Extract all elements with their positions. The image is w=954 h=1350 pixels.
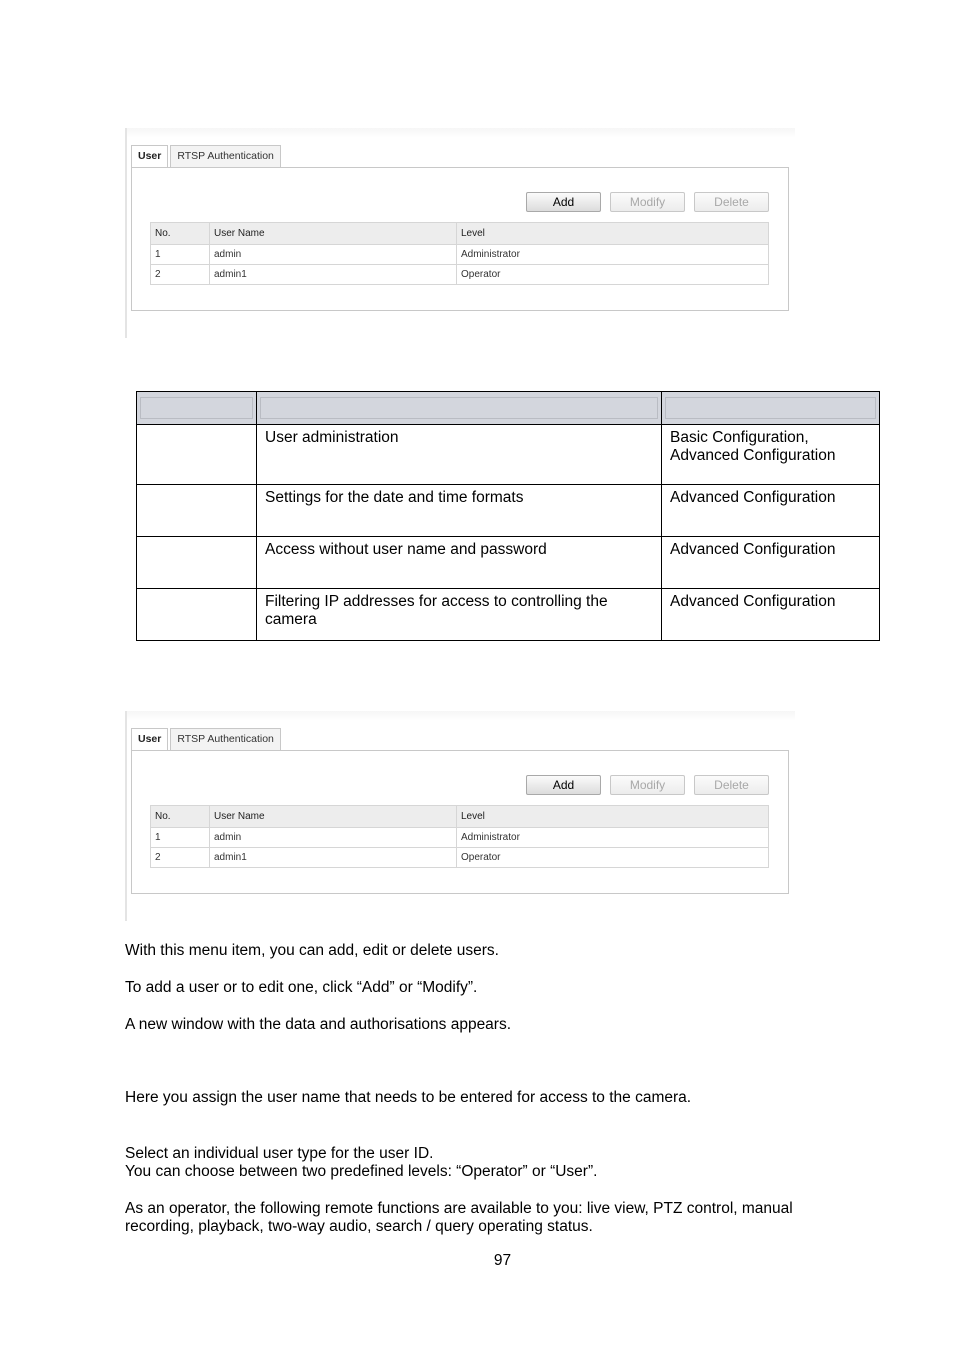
cell-level: Operator — [457, 265, 769, 285]
feature-mode: Advanced Configuration — [662, 485, 880, 537]
header-cell-mode — [662, 392, 880, 425]
header-cell-name — [137, 392, 257, 425]
modify-button[interactable]: Modify — [610, 775, 685, 795]
column-header-level[interactable]: Level — [457, 223, 769, 245]
add-button[interactable]: Add — [526, 775, 601, 795]
header-cell-description-text — [260, 397, 658, 419]
cell-user-name: admin — [210, 828, 457, 848]
user-table-header — [151, 223, 769, 245]
paragraph-operator-functions: As an operator, the following remote functions are available to you: live view, PTZ control, manual recording, playback, two-way audio, search / query operating status. — [125, 1200, 793, 1235]
column-header-user-name[interactable]: User Name — [210, 806, 457, 828]
feature-table — [136, 391, 880, 641]
table-row[interactable] — [151, 828, 769, 848]
header-cell-mode-text — [665, 397, 876, 419]
table-row[interactable] — [151, 245, 769, 265]
page-number: 97 — [493, 1252, 512, 1269]
header-cell-name-text — [140, 397, 253, 419]
feature-name — [137, 589, 257, 641]
user-settings-screenshot-2 — [125, 711, 795, 921]
cell-user-name: admin1 — [210, 848, 457, 868]
tab-rtsp-authentication[interactable]: RTSP Authentication — [170, 728, 281, 750]
top-shade — [127, 711, 795, 721]
feature-mode: Advanced Configuration — [662, 589, 880, 641]
feature-description: Access without user name and password — [257, 537, 662, 589]
feature-mode: Advanced Configuration — [662, 537, 880, 589]
cell-level: Administrator — [457, 245, 769, 265]
delete-button[interactable]: Delete — [694, 775, 769, 795]
paragraph-user-type: Select an individual user type for the user ID. — [125, 1145, 434, 1162]
cell-no: 1 — [151, 828, 210, 848]
table-row[interactable] — [151, 848, 769, 868]
user-table — [150, 805, 769, 868]
paragraph-predefined-levels: You can choose between two predefined levels: “Operator” or “User”. — [125, 1163, 598, 1180]
delete-button[interactable]: Delete — [694, 192, 769, 212]
table-row — [137, 485, 880, 537]
cell-level: Operator — [457, 848, 769, 868]
modify-button[interactable]: Modify — [610, 192, 685, 212]
paragraph-new-window: A new window with the data and authorisations appears. — [125, 1016, 512, 1033]
column-header-level[interactable]: Level — [457, 806, 769, 828]
table-row — [137, 589, 880, 641]
user-panel — [131, 750, 789, 894]
tab-rtsp-authentication[interactable]: RTSP Authentication — [170, 145, 281, 167]
user-panel — [131, 167, 789, 311]
left-border — [125, 128, 127, 338]
feature-description: User administration — [257, 425, 662, 485]
feature-name — [137, 537, 257, 589]
column-header-no[interactable]: No. — [151, 223, 210, 245]
feature-table-header — [137, 392, 880, 425]
tab-bar — [131, 145, 283, 167]
paragraph-add-modify: To add a user or to edit one, click “Add” or “Modify”. — [125, 979, 478, 996]
cell-no: 2 — [151, 265, 210, 285]
column-header-user-name[interactable]: User Name — [210, 223, 457, 245]
feature-name — [137, 485, 257, 537]
left-border — [125, 711, 127, 921]
add-button[interactable]: Add — [526, 192, 601, 212]
table-row — [137, 537, 880, 589]
cell-user-name: admin — [210, 245, 457, 265]
feature-description: Settings for the date and time formats — [257, 485, 662, 537]
feature-mode: Basic Configuration, Advanced Configuration — [662, 425, 880, 485]
cell-no: 2 — [151, 848, 210, 868]
top-shade — [127, 128, 795, 138]
paragraph-menu-intro: With this menu item, you can add, edit or delete users. — [125, 942, 499, 959]
user-settings-screenshot-1 — [125, 128, 795, 338]
tab-user[interactable]: User — [131, 145, 168, 168]
feature-description: Filtering IP addresses for access to controlling the camera — [257, 589, 662, 641]
user-table — [150, 222, 769, 285]
tab-user[interactable]: User — [131, 728, 168, 751]
header-cell-description — [257, 392, 662, 425]
tab-bar — [131, 728, 283, 750]
paragraph-user-name: Here you assign the user name that needs to be entered for access to the camera. — [125, 1089, 692, 1106]
user-table-header — [151, 806, 769, 828]
feature-name — [137, 425, 257, 485]
table-row — [137, 425, 880, 485]
table-row[interactable] — [151, 265, 769, 285]
column-header-no[interactable]: No. — [151, 806, 210, 828]
cell-user-name: admin1 — [210, 265, 457, 285]
cell-no: 1 — [151, 245, 210, 265]
cell-level: Administrator — [457, 828, 769, 848]
